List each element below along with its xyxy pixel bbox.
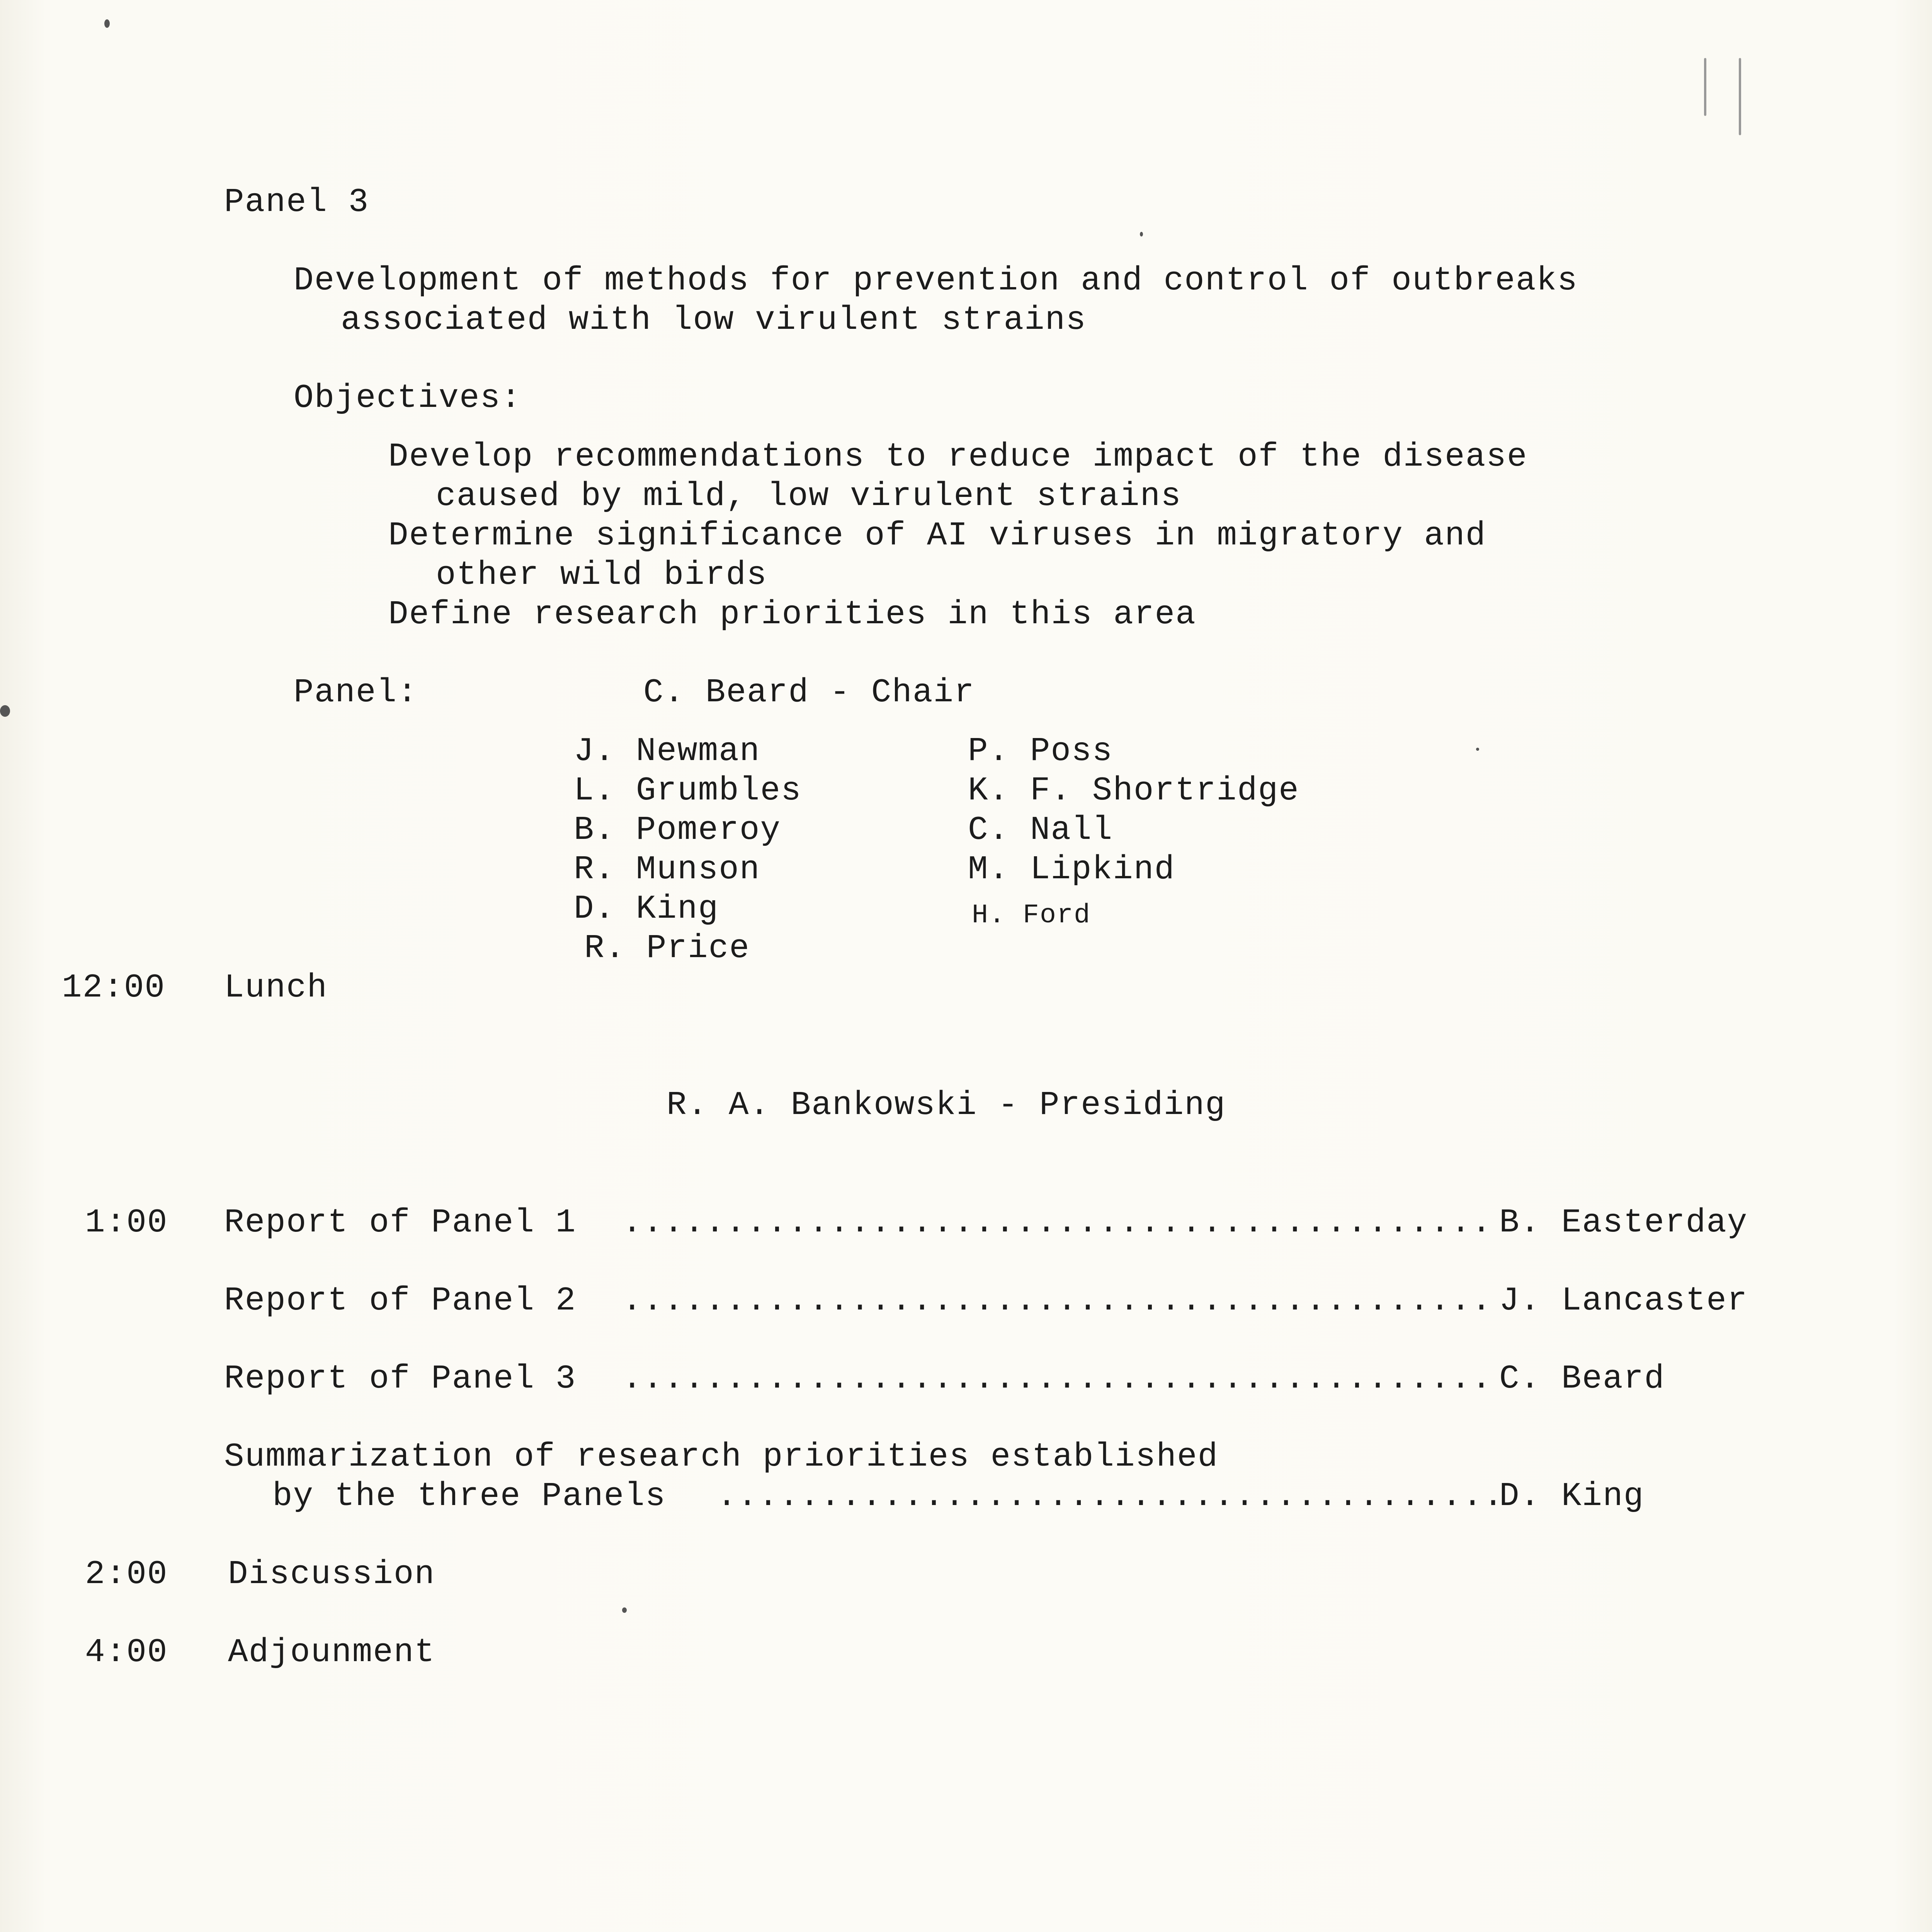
dot-leader: [622, 1203, 1495, 1242]
panel-member: C. Nall: [968, 811, 1113, 849]
schedule-item-line1: Summarization of research priorities established: [224, 1438, 1219, 1476]
panel-member: M. Lipkind: [968, 850, 1175, 888]
closing-label: Discussion: [228, 1555, 435, 1593]
scan-speck: [1739, 58, 1741, 135]
objective-line: caused by mild, low virulent strains: [436, 477, 1182, 515]
objective-line: Define research priorities in this area: [388, 595, 1196, 633]
panel-member: D. King: [574, 890, 719, 928]
scan-speck: [0, 705, 10, 717]
panel-member: L. Grumbles: [574, 772, 802, 810]
panel-title-line2: associated with low virulent strains: [341, 301, 1087, 339]
closing-time: 2:00: [85, 1555, 168, 1593]
objective-line: other wild birds: [436, 556, 767, 594]
closing-label: Adjounment: [228, 1633, 435, 1671]
dot-leader: [717, 1477, 1495, 1515]
panel-member: J. Newman: [574, 732, 760, 770]
objective-line: Determine significance of AI viruses in migratory and: [388, 517, 1486, 554]
panel-member: R. Price: [584, 929, 750, 967]
panel-label: Panel:: [294, 673, 418, 711]
scan-speck: [622, 1607, 627, 1613]
panel-title-line1: Development of methods for prevention and control of outbreaks: [294, 262, 1578, 299]
schedule-item: Report of Panel 1: [224, 1204, 577, 1242]
panel-member: P. Poss: [968, 732, 1113, 770]
lunch-label: Lunch: [224, 969, 328, 1007]
closing-time: 4:00: [85, 1633, 168, 1671]
presiding-line: R. A. Bankowski - Presiding: [667, 1086, 1226, 1124]
panel-member: H. Ford: [972, 900, 1091, 931]
dot-leader: [622, 1359, 1495, 1398]
schedule-presenter: D. King: [1499, 1477, 1645, 1515]
panel-heading: Panel 3: [224, 183, 369, 221]
schedule-presenter: C. Beard: [1499, 1360, 1665, 1398]
objective-line: Develop recommendations to reduce impact of the disease: [388, 438, 1528, 476]
schedule-time: 1:00: [85, 1204, 168, 1242]
dot-leader: [622, 1281, 1495, 1320]
scan-speck: [104, 19, 110, 28]
panel-member: R. Munson: [574, 850, 760, 888]
lunch-time: 12:00: [62, 969, 166, 1007]
schedule-item: Report of Panel 2: [224, 1282, 577, 1320]
panel-member: B. Pomeroy: [574, 811, 781, 849]
schedule-item-line2: by the three Panels: [272, 1477, 666, 1515]
scan-speck: [1704, 58, 1706, 116]
panel-member: K. F. Shortridge: [968, 772, 1299, 810]
schedule-presenter: B. Easterday: [1499, 1204, 1748, 1242]
objectives-label: Objectives:: [294, 379, 522, 417]
schedule-item: Report of Panel 3: [224, 1360, 577, 1398]
schedule-presenter: J. Lancaster: [1499, 1282, 1748, 1320]
scan-speck: [1140, 232, 1143, 236]
panel-chair: C. Beard - Chair: [643, 673, 975, 711]
scan-speck: [1476, 748, 1479, 751]
